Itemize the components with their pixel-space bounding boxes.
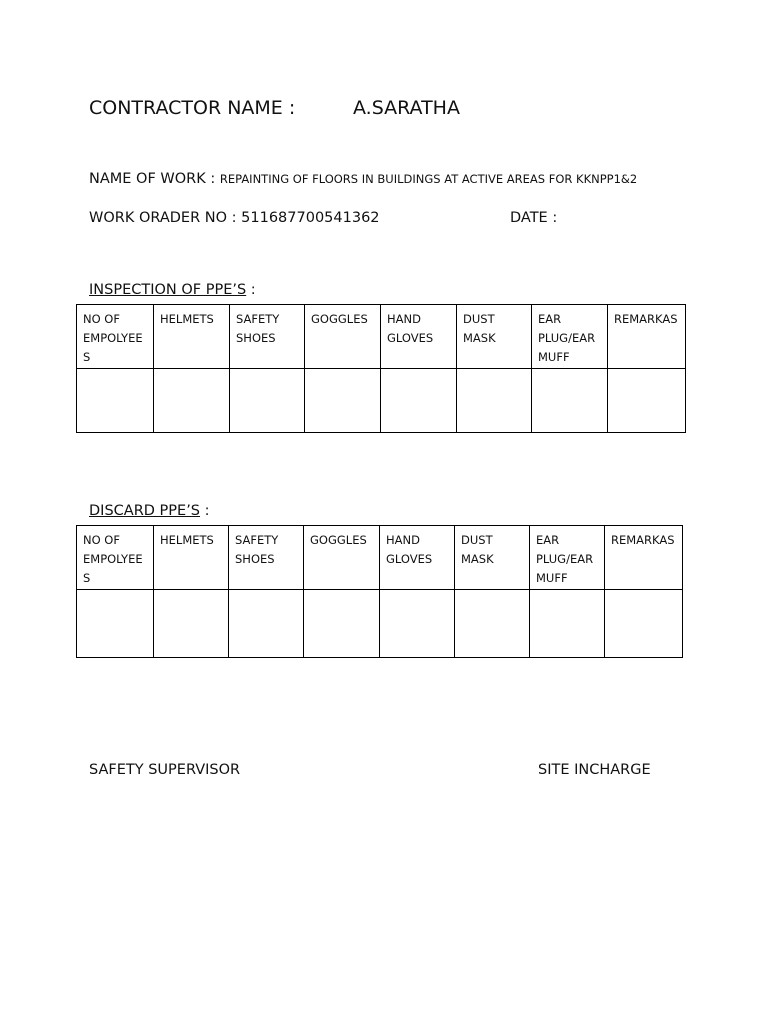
inspection-header-cell: HELMETS <box>154 305 230 369</box>
discard-section-title <box>89 503 210 519</box>
discard-header-row <box>77 526 683 590</box>
inspection-entry-cell[interactable] <box>77 369 154 433</box>
inspection-header-cell: NO OF EMPOLYEES <box>77 305 154 369</box>
inspection-entry-cell[interactable] <box>305 369 381 433</box>
inspection-header-cell: DUST MASK <box>457 305 532 369</box>
site-incharge-signature-label: SITE INCHARGE <box>538 762 651 778</box>
discard-entry-row <box>77 590 683 658</box>
discard-entry-cell[interactable] <box>530 590 605 658</box>
inspection-entry-cell[interactable] <box>230 369 305 433</box>
inspection-entry-cell[interactable] <box>608 369 686 433</box>
discard-header-cell: GOGGLES <box>304 526 380 590</box>
inspection-entry-row <box>77 369 686 433</box>
date-label: DATE : <box>510 210 558 226</box>
discard-entry-cell[interactable] <box>77 590 154 658</box>
inspection-entry-cell[interactable] <box>532 369 608 433</box>
inspection-entry-cell[interactable] <box>381 369 457 433</box>
inspection-header-cell: GOGGLES <box>305 305 381 369</box>
discard-title-suffix: : <box>200 503 210 519</box>
inspection-title-suffix: : <box>246 282 256 298</box>
inspection-title-text: INSPECTION OF PPE’S <box>89 282 247 298</box>
discard-title-text: DISCARD PPE’S <box>89 503 201 519</box>
discard-entry-cell[interactable] <box>455 590 530 658</box>
discard-header-cell: NO OF EMPOLYEES <box>77 526 154 590</box>
inspection-header-cell: HAND GLOVES <box>381 305 457 369</box>
discard-header-cell: EAR PLUG/EAR MUFF <box>530 526 605 590</box>
work-order-number: WORK ORADER NO : 511687700541362 <box>89 210 380 226</box>
inspection-section-title <box>89 282 256 298</box>
discard-header-cell: REMARKAS <box>605 526 683 590</box>
discard-entry-cell[interactable] <box>229 590 304 658</box>
inspection-table <box>76 304 686 433</box>
discard-entry-cell[interactable] <box>154 590 229 658</box>
discard-entry-cell[interactable] <box>380 590 455 658</box>
inspection-entry-cell[interactable] <box>154 369 230 433</box>
name-of-work-value: REPAINTING OF FLOORS IN BUILDINGS AT ACTIVE AREAS FOR KKNPP1&2 <box>219 172 638 186</box>
discard-header-cell: HAND GLOVES <box>380 526 455 590</box>
discard-header-cell: HELMETS <box>154 526 229 590</box>
inspection-header-cell: REMARKAS <box>608 305 686 369</box>
inspection-header-cell: EAR PLUG/EAR MUFF <box>532 305 608 369</box>
discard-header-cell: DUST MASK <box>455 526 530 590</box>
discard-entry-cell[interactable] <box>304 590 380 658</box>
inspection-header-row <box>77 305 686 369</box>
contractor-name-value: A.SARATHA <box>353 97 460 119</box>
discard-table <box>76 525 683 658</box>
discard-entry-cell[interactable] <box>605 590 683 658</box>
inspection-header-cell: SAFETY SHOES <box>230 305 305 369</box>
discard-header-cell: SAFETY SHOES <box>229 526 304 590</box>
inspection-entry-cell[interactable] <box>457 369 532 433</box>
contractor-name-label: CONTRACTOR NAME : <box>89 97 296 119</box>
name-of-work-label: NAME OF WORK : <box>89 171 220 187</box>
safety-supervisor-signature-label: SAFETY SUPERVISOR <box>89 762 241 778</box>
name-of-work-line <box>89 171 637 187</box>
